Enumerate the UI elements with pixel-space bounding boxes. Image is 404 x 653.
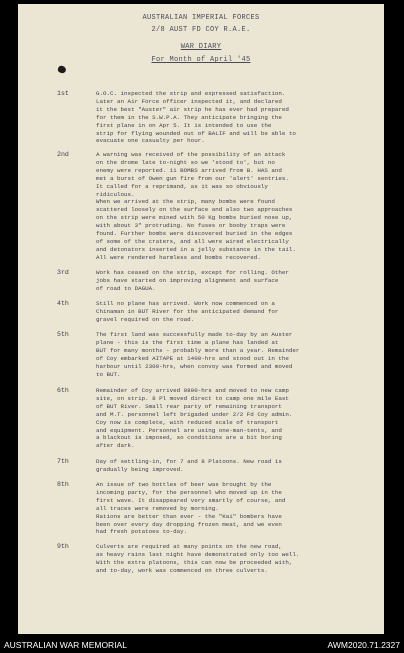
entry-text: The first land was successfully made to-day by an Auster plane - this is the first time a plane has landed at BUT for many months - probably more than a year. Remainder of Coy embarked AITAPE at 1400-hrs and stood out in the harbour until 2300-hrs, when convoy was formed and moved to BUT. (96, 331, 300, 378)
header-period: For Month of April '45 (151, 56, 251, 64)
entry-text: A warning was received of the possibility of an attack on the drome late to-night so we 'stood to', but no enemy were reported. 11 BOMBS arrived from B. HAS and met a burst of Owen gun fire from our 'alert' sentries. It called for a reprimand, as it was so obviously ridiculous. When we arrived at the strip, many bombs were found scattered loosely on the surface and also two approaches on the strip were mined with 50 Kg bombs buried nose up, with about 3" protruding. No fuses or booby traps were found. Further bombs were discovered buried in the edges of some of the craters, and all were wired electrically and detonators inserted in a jelly substance in the tail. All were rendered harmless and bombs recovered. (96, 151, 296, 261)
header-title: AUSTRALIAN IMPERIAL FORCES (142, 14, 260, 22)
entry-text: Work has ceased on the strip, except for rolling. Other jobs have started on improving alignment and surface of road to DAGUA. (96, 269, 289, 292)
entry-text: G.O.C. inspected the strip and expressed satisfaction. Later an Air Force officer inspected it, and declared it the best "Auster" air strip he has ever had prepared for them in the S.W.P.A. They anticipate bringing the first plane in on Apr 5. It is intended to use the strip for flying wounded out of BALIF and will be able to evacuate one casualty per hour. (96, 90, 296, 145)
entry-day: 4th (57, 300, 69, 307)
entry-day: 5th (57, 331, 69, 338)
entry-text: Day of settling-in, for 7 and 8 Platoons. New road is gradually being improved. (96, 458, 282, 473)
entry-day: 8th (57, 481, 69, 488)
footer-credit: AUSTRALIAN WAR MEMORIAL (4, 640, 127, 650)
entry-day: 1st (57, 90, 69, 97)
entry-day: 6th (57, 387, 69, 394)
entry-text: An issue of two bottles of beer was brought by the incoming party, for the personnel who moved up in the first wave. It disappeared very smartly of course, and all traces were removed by morning. Rations are better than ever - the "Kai" bombers have been over every day dropping frozen meat, and we even had fresh potatoes to-day. (96, 481, 286, 536)
entry-day: 9th (57, 543, 69, 550)
header-unit: 2/8 AUST FD COY R.A.E. (151, 26, 251, 34)
document-page (18, 4, 384, 634)
entry-day: 7th (57, 458, 69, 465)
entry-text: Still no plane has arrived. Work now commenced on a Chinaman in BUT River for the anticipated demand for gravel required on the road. (96, 300, 279, 323)
punch-hole (57, 65, 67, 74)
entry-day: 3rd (57, 269, 69, 276)
entry-text: Remainder of Coy arrived 0800-hrs and moved to new camp site, on strip. 8 Pl moved direct to camp one mile East of BUT River. Small rear party of remaining transport and M.T. personnel left brigaded under 2/2 Fd Coy admin. Coy now is complete, with reduced scale of transport and equipment. Personnel are using one-man-tents, and a blackout is imposed, so conditions are a bit boring after dark. (96, 387, 293, 450)
entry-day: 2nd (57, 151, 69, 158)
header-doc-type: WAR DIARY (180, 43, 222, 51)
footer-accession-number: AWM2020.71.2327 (327, 640, 400, 650)
entry-text: Culverts are required at many points on the new road, as heavy rains last night have demonstrated only too well. With the extra platoons, this can now be proceeded with, and to-day, work was commenced on three culverts. (96, 543, 300, 574)
